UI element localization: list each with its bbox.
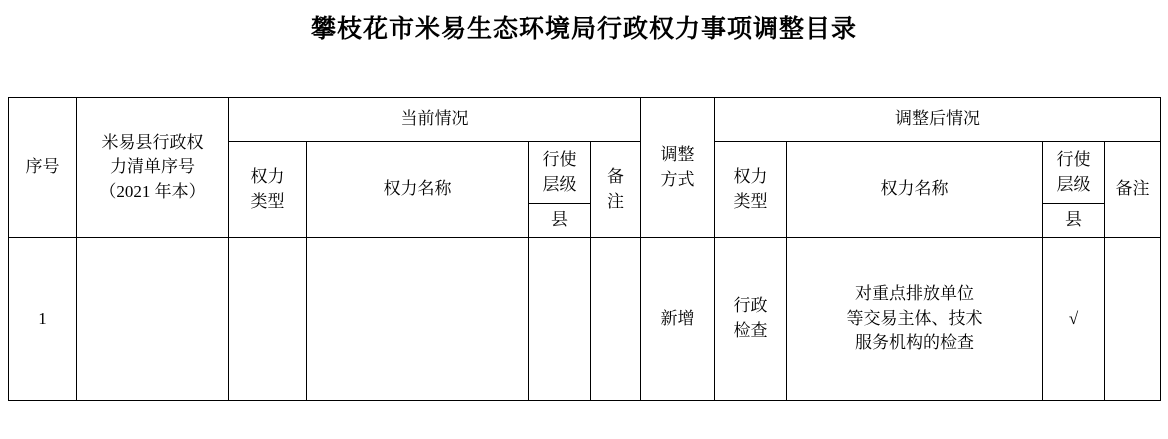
header-current-level-county: 县 [529,204,591,238]
cell-after-power-type-line1: 行政 [733,296,768,316]
header-current-power-type [229,142,307,238]
header-after-level-line2: 层级 [1056,174,1091,194]
header-list-no-line3: （2021 年本） [99,181,206,201]
header-current-level-line2: 层级 [542,174,577,194]
header-current-level-line1: 行使 [542,149,577,169]
header-list-no-line1: 米易县行政权 [101,132,204,152]
header-current-power-type-line2: 类型 [250,191,285,211]
header-after-remark: 备注 [1105,142,1161,238]
header-current-remark-line2: 注 [607,191,624,211]
header-after-level-line1: 行使 [1056,149,1091,169]
cell-after-power-name [787,238,1043,401]
cell-adjust-method: 新增 [641,238,715,401]
header-adjust-method-line2: 方式 [660,169,695,189]
catalog-grid [8,97,1161,401]
cell-after-power-name-line2: 等交易主体、技术 [846,308,983,328]
cell-after-remark [1105,238,1161,401]
header-after-level-county: 县 [1043,204,1105,238]
header-after-power-type-line2: 类型 [733,191,768,211]
cell-after-level-county: √ [1043,238,1105,401]
adjustment-catalog-table [8,97,1160,401]
header-after-group: 调整后情况 [715,98,1161,142]
cell-after-power-type-line2: 检查 [733,321,768,340]
header-current-remark-line1: 备 [607,166,624,186]
header-current-power-name: 权力名称 [307,142,529,238]
cell-current-level-county [529,238,591,401]
table-row [9,238,1161,401]
cell-current-power-type [229,238,307,401]
header-current-group: 当前情况 [229,98,641,142]
header-list-no-line2: 力清单序号 [110,157,195,177]
header-after-power-type-line1: 权力 [733,166,768,186]
header-current-power-type-line1: 权力 [250,166,285,186]
header-after-power-name: 权力名称 [787,142,1043,238]
header-seq: 序号 [9,98,77,238]
header-adjust-method-line1: 调整 [660,144,695,164]
cell-after-power-name-line3: 服务机构的检查 [855,333,974,353]
cell-after-power-type [715,238,787,401]
header-after-power-type [715,142,787,238]
cell-current-power-name [307,238,529,401]
header-current-exercise-level [529,142,591,204]
header-row-groups [9,98,1161,142]
cell-seq: 1 [9,238,77,401]
header-after-exercise-level [1043,142,1105,204]
header-list-no [77,98,229,238]
cell-current-remark [591,238,641,401]
header-current-remark [591,142,641,238]
cell-list-no [77,238,229,401]
cell-after-power-name-line1: 对重点排放单位 [855,284,974,304]
header-adjust-method [641,98,715,238]
page-title: 攀枝花市米易生态环境局行政权力事项调整目录 [310,16,857,43]
